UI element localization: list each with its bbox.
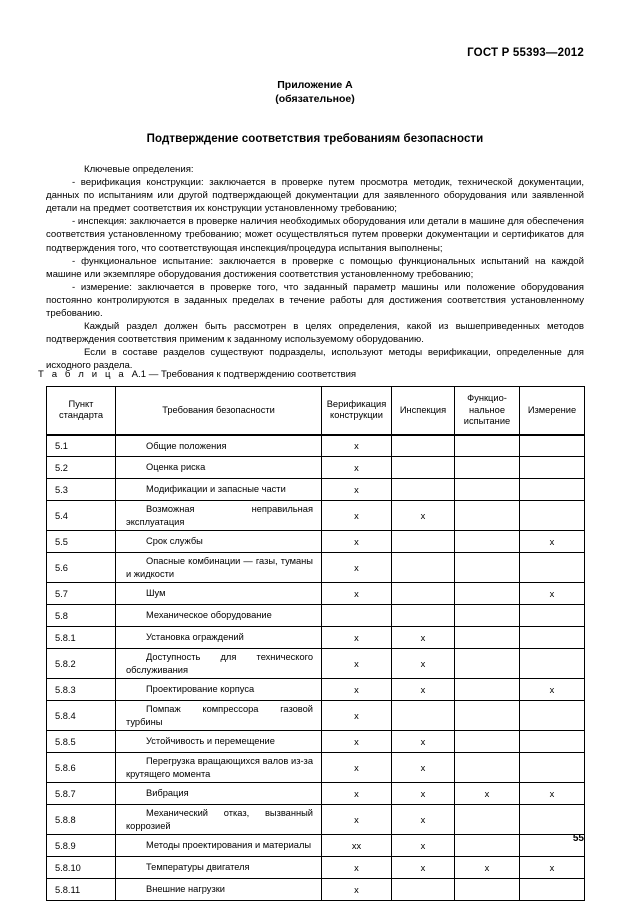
table-row — [47, 457, 585, 479]
cell-inspection: x — [392, 649, 455, 679]
body-intro: Ключевые определения: — [84, 164, 194, 175]
cell-inspection: x — [392, 783, 455, 805]
cell-inspection — [392, 435, 455, 457]
cell-verification: x — [322, 783, 392, 805]
table-body — [47, 435, 585, 901]
cell-inspection: x — [392, 805, 455, 835]
table-row — [47, 605, 585, 627]
cell-measurement — [520, 731, 585, 753]
cell-functional: x — [455, 857, 520, 879]
cell-functional — [455, 753, 520, 783]
cell-inspection — [392, 701, 455, 731]
cell-verification: x — [322, 531, 392, 553]
column-header-measurement: Измерение — [520, 387, 585, 435]
cell-measurement — [520, 879, 585, 901]
cell-verification: x — [322, 731, 392, 753]
body-paragraph-3: - функциональное испытание: заключается в проверке с помощью функциональных испытаний на каждой машине или экземпляре оборудования достижения соответствия установленному требованию; — [46, 255, 584, 280]
cell-verification: x — [322, 553, 392, 583]
cell-measurement — [520, 627, 585, 649]
cell-requirement: Проектирование корпуса — [116, 679, 322, 701]
cell-clause: 5.5 — [47, 531, 116, 553]
cell-clause: 5.4 — [47, 501, 116, 531]
column-header-functional-line3: испытание — [463, 416, 511, 426]
table-row — [47, 679, 585, 701]
cell-requirement: Доступность для технического обслуживания — [116, 649, 322, 679]
cell-clause: 5.3 — [47, 479, 116, 501]
table-caption-label: Т а б л и ц а — [38, 369, 127, 380]
body-paragraph-1: - верификация конструкции: заключается в проверке путем просмотра методик, технической документации, данных по испытаниям или другой подтверждающей документации для заявленного оборудования или заявленной детали на предмет соответствия их конструкции установленному требованию; — [46, 177, 584, 215]
cell-measurement — [520, 435, 585, 457]
column-header-verification — [322, 387, 392, 435]
cell-measurement — [520, 553, 585, 583]
cell-verification: x — [322, 805, 392, 835]
cell-functional — [455, 605, 520, 627]
cell-requirement: Помпаж компрессора газовой турбины — [116, 701, 322, 731]
cell-verification: x — [322, 679, 392, 701]
cell-measurement: x — [520, 783, 585, 805]
cell-measurement — [520, 805, 585, 835]
table-caption-number: А.1 — [131, 369, 147, 380]
body-paragraph-5: Каждый раздел должен быть рассмотрен в целях определения, какой из вышеприведенных методов подтверждения соответствия применим к заданному используемому оборудованию. — [46, 321, 584, 346]
cell-clause: 5.7 — [47, 583, 116, 605]
cell-measurement — [520, 479, 585, 501]
table-row — [47, 783, 585, 805]
table-header — [47, 387, 585, 435]
column-header-clause-line1: Пункт — [68, 398, 94, 409]
cell-clause: 5.8.5 — [47, 731, 116, 753]
cell-inspection: x — [392, 753, 455, 783]
annex-label: Приложение А — [277, 79, 353, 91]
cell-verification: x — [322, 627, 392, 649]
cell-inspection: x — [392, 835, 455, 857]
column-header-inspection: Инспекция — [392, 387, 455, 435]
cell-clause: 5.1 — [47, 435, 116, 457]
cell-requirement: Устойчивость и перемещение — [116, 731, 322, 753]
cell-inspection — [392, 879, 455, 901]
cell-functional — [455, 501, 520, 531]
cell-requirement: Вибрация — [116, 783, 322, 805]
cell-functional — [455, 835, 520, 857]
cell-verification: x — [322, 501, 392, 531]
cell-clause: 5.8.3 — [47, 679, 116, 701]
body-text-block — [46, 163, 584, 373]
cell-verification: x — [322, 479, 392, 501]
cell-verification: x — [322, 701, 392, 731]
cell-clause: 5.8.9 — [47, 835, 116, 857]
cell-inspection — [392, 479, 455, 501]
column-header-verification-line1: Верификация — [326, 398, 387, 409]
cell-functional — [455, 583, 520, 605]
cell-functional — [455, 649, 520, 679]
cell-inspection: x — [392, 627, 455, 649]
cell-clause: 5.8.11 — [47, 879, 116, 901]
cell-requirement: Перегрузка вращающихся валов из-за крутящего момента — [116, 753, 322, 783]
table-row — [47, 583, 585, 605]
cell-verification: x — [322, 649, 392, 679]
column-header-functional-line2: нальное — [468, 404, 506, 415]
cell-functional — [455, 531, 520, 553]
cell-verification: x — [322, 457, 392, 479]
cell-measurement: x — [520, 583, 585, 605]
cell-requirement: Срок службы — [116, 531, 322, 553]
cell-clause: 5.8.4 — [47, 701, 116, 731]
body-paragraph-4: - измерение: заключается в проверке того, что заданный параметр машины или положение оборудования постоянно контролируются в заданных пределах в течение работы для достижения соответствия установленному требованию. — [46, 281, 584, 320]
cell-inspection: x — [392, 857, 455, 879]
cell-functional — [455, 679, 520, 701]
table-row — [47, 501, 585, 531]
table-row — [47, 879, 585, 901]
cell-measurement: x — [520, 679, 585, 701]
page-number: 55 — [572, 833, 584, 844]
column-header-clause-line2: стандарта — [59, 410, 103, 421]
cell-verification — [322, 605, 392, 627]
table-row — [47, 805, 585, 835]
table-row — [47, 753, 585, 783]
cell-measurement — [520, 649, 585, 679]
annex-status: (обязательное) — [275, 93, 355, 105]
cell-requirement: Возможная неправильная эксплуатация — [116, 501, 322, 531]
cell-requirement: Внешние нагрузки — [116, 879, 322, 901]
cell-requirement: Опасные комбинации — газы, туманы и жидкости — [116, 553, 322, 583]
cell-requirement: Шум — [116, 583, 322, 605]
table-row — [47, 479, 585, 501]
cell-functional — [455, 701, 520, 731]
column-header-functional-line1: Функцио- — [467, 393, 507, 403]
table-header-row — [47, 387, 585, 435]
cell-functional — [455, 553, 520, 583]
cell-requirement: Оценка риска — [116, 457, 322, 479]
cell-verification: x — [322, 435, 392, 457]
column-header-verification-line2: конструкции — [330, 410, 383, 421]
table-row — [47, 435, 585, 457]
table-row — [47, 553, 585, 583]
column-header-clause — [47, 387, 116, 435]
table-row — [47, 857, 585, 879]
cell-inspection — [392, 583, 455, 605]
cell-requirement: Методы проектирования и материалы — [116, 835, 322, 857]
table-caption-dash: — — [148, 369, 159, 380]
cell-measurement — [520, 501, 585, 531]
cell-verification: x — [322, 753, 392, 783]
cell-requirement: Установка ограждений — [116, 627, 322, 649]
cell-functional — [455, 731, 520, 753]
cell-clause: 5.8.6 — [47, 753, 116, 783]
cell-measurement — [520, 605, 585, 627]
table-row — [47, 627, 585, 649]
cell-functional: x — [455, 783, 520, 805]
column-header-functional — [455, 387, 520, 435]
cell-measurement — [520, 753, 585, 783]
cell-inspection: x — [392, 679, 455, 701]
cell-clause: 5.8.8 — [47, 805, 116, 835]
cell-verification: x — [322, 583, 392, 605]
cell-verification: xx — [322, 835, 392, 857]
cell-requirement: Механический отказ, вызванный коррозией — [116, 805, 322, 835]
cell-clause: 5.6 — [47, 553, 116, 583]
body-paragraph-2: - инспекция: заключается в проверке наличия необходимых оборудования или детали в машине для обеспечения соответствия установленному требованию; может осуществляться путем проверки документации и сертификатов для подтверждения того, что соответствующая инспекция/процедура испытания выполнены; — [46, 216, 584, 254]
cell-inspection — [392, 457, 455, 479]
cell-requirement: Общие положения — [116, 435, 322, 457]
annex-heading — [0, 78, 630, 106]
cell-functional — [455, 479, 520, 501]
column-header-requirement: Требования безопасности — [116, 387, 322, 435]
cell-functional — [455, 627, 520, 649]
cell-clause: 5.2 — [47, 457, 116, 479]
running-head-standard-ref: ГОСТ Р 55393—2012 — [467, 47, 584, 59]
cell-measurement — [520, 701, 585, 731]
cell-requirement: Модификации и запасные части — [116, 479, 322, 501]
cell-clause: 5.8.1 — [47, 627, 116, 649]
cell-clause: 5.8 — [47, 605, 116, 627]
table-row — [47, 701, 585, 731]
table-caption-text: Требования к подтверждению соответствия — [160, 369, 357, 380]
cell-inspection: x — [392, 501, 455, 531]
cell-inspection: x — [392, 731, 455, 753]
cell-clause: 5.8.10 — [47, 857, 116, 879]
cell-functional — [455, 805, 520, 835]
cell-verification: x — [322, 857, 392, 879]
table-row — [47, 731, 585, 753]
cell-functional — [455, 879, 520, 901]
cell-inspection — [392, 531, 455, 553]
table-caption — [38, 369, 356, 380]
cell-functional — [455, 435, 520, 457]
cell-requirement: Механическое оборудование — [116, 605, 322, 627]
cell-clause: 5.8.2 — [47, 649, 116, 679]
table-row — [47, 531, 585, 553]
table-row — [47, 649, 585, 679]
cell-measurement: x — [520, 857, 585, 879]
requirements-table — [46, 386, 585, 901]
cell-inspection — [392, 553, 455, 583]
cell-requirement: Температуры двигателя — [116, 857, 322, 879]
table-row — [47, 835, 585, 857]
cell-measurement — [520, 457, 585, 479]
cell-measurement: x — [520, 531, 585, 553]
cell-inspection — [392, 605, 455, 627]
body-paragraph-6: Если в составе разделов существуют подразделы, используют методы верификации, определенные для исходного раздела. — [46, 347, 584, 372]
cell-clause: 5.8.7 — [47, 783, 116, 805]
cell-functional — [455, 457, 520, 479]
page-title: Подтверждение соответствия требованиям безопасности — [146, 133, 484, 145]
cell-verification: x — [322, 879, 392, 901]
